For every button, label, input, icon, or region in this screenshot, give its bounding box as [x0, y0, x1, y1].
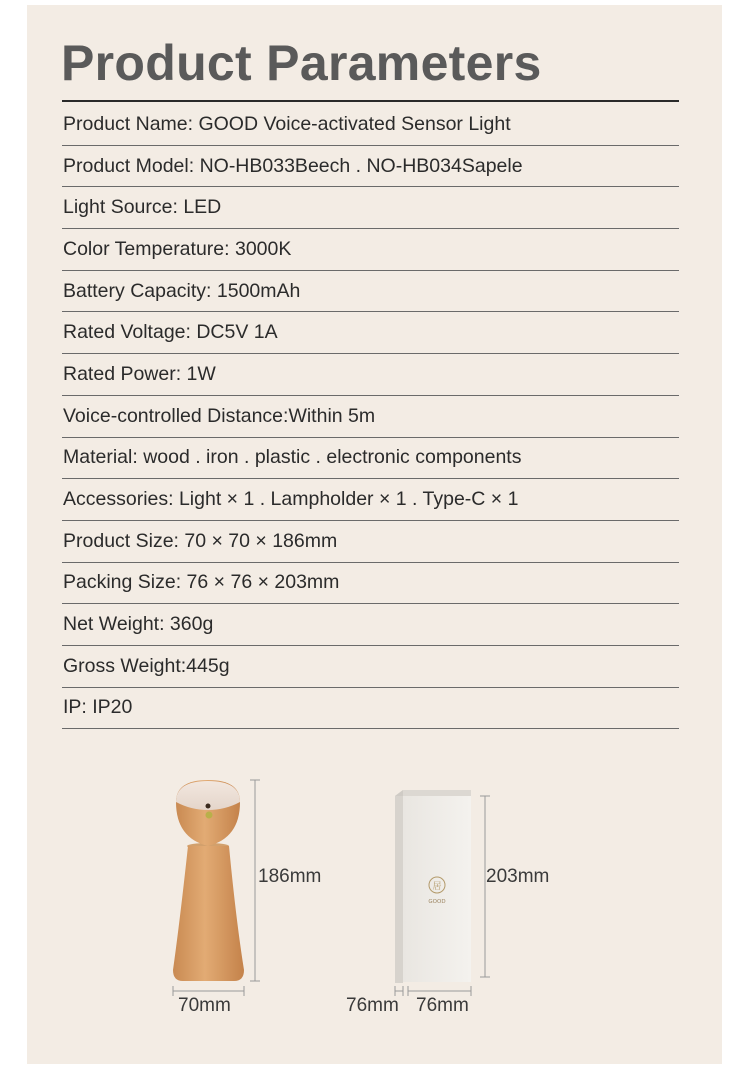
lamp-width-label: 70mm	[178, 995, 231, 1016]
lamp-image	[173, 780, 244, 981]
param-rated-power: Rated Power: 1W	[62, 354, 679, 396]
param-light-source: Light Source: LED	[62, 187, 679, 229]
lamp-height-label: 186mm	[258, 866, 322, 887]
box-depth-label: 76mm	[346, 995, 399, 1016]
param-ip-rating: IP: IP20	[62, 688, 679, 730]
param-product-model: Product Model: NO-HB033Beech . NO-HB034Sapele	[62, 146, 679, 188]
param-gross-weight: Gross Weight:445g	[62, 646, 679, 688]
param-accessories: Accessories: Light × 1 . Lampholder × 1 . Type-C × 1	[62, 479, 679, 521]
page-title: Product Parameters	[61, 35, 542, 91]
param-net-weight: Net Weight: 360g	[62, 604, 679, 646]
param-battery-capacity: Battery Capacity: 1500mAh	[62, 271, 679, 313]
param-packing-size: Packing Size: 76 × 76 × 203mm	[62, 563, 679, 605]
param-material: Material: wood . iron . plastic . electronic components	[62, 438, 679, 480]
box-logo-text: GOOD	[428, 899, 446, 905]
param-product-size: Product Size: 70 × 70 × 186mm	[62, 521, 679, 563]
param-color-temperature: Color Temperature: 3000K	[62, 229, 679, 271]
param-voice-distance: Voice-controlled Distance:Within 5m	[62, 396, 679, 438]
packing-box-image	[395, 790, 471, 983]
box-width-label: 76mm	[416, 995, 469, 1016]
param-rated-voltage: Rated Voltage: DC5V 1A	[62, 312, 679, 354]
lamp-sensor-dot	[206, 804, 211, 809]
svg-text:居: 居	[432, 882, 442, 892]
box-height-label: 203mm	[486, 866, 550, 887]
param-product-name: Product Name: GOOD Voice-activated Sensor Light	[62, 104, 679, 146]
lamp-button-icon	[206, 812, 213, 819]
